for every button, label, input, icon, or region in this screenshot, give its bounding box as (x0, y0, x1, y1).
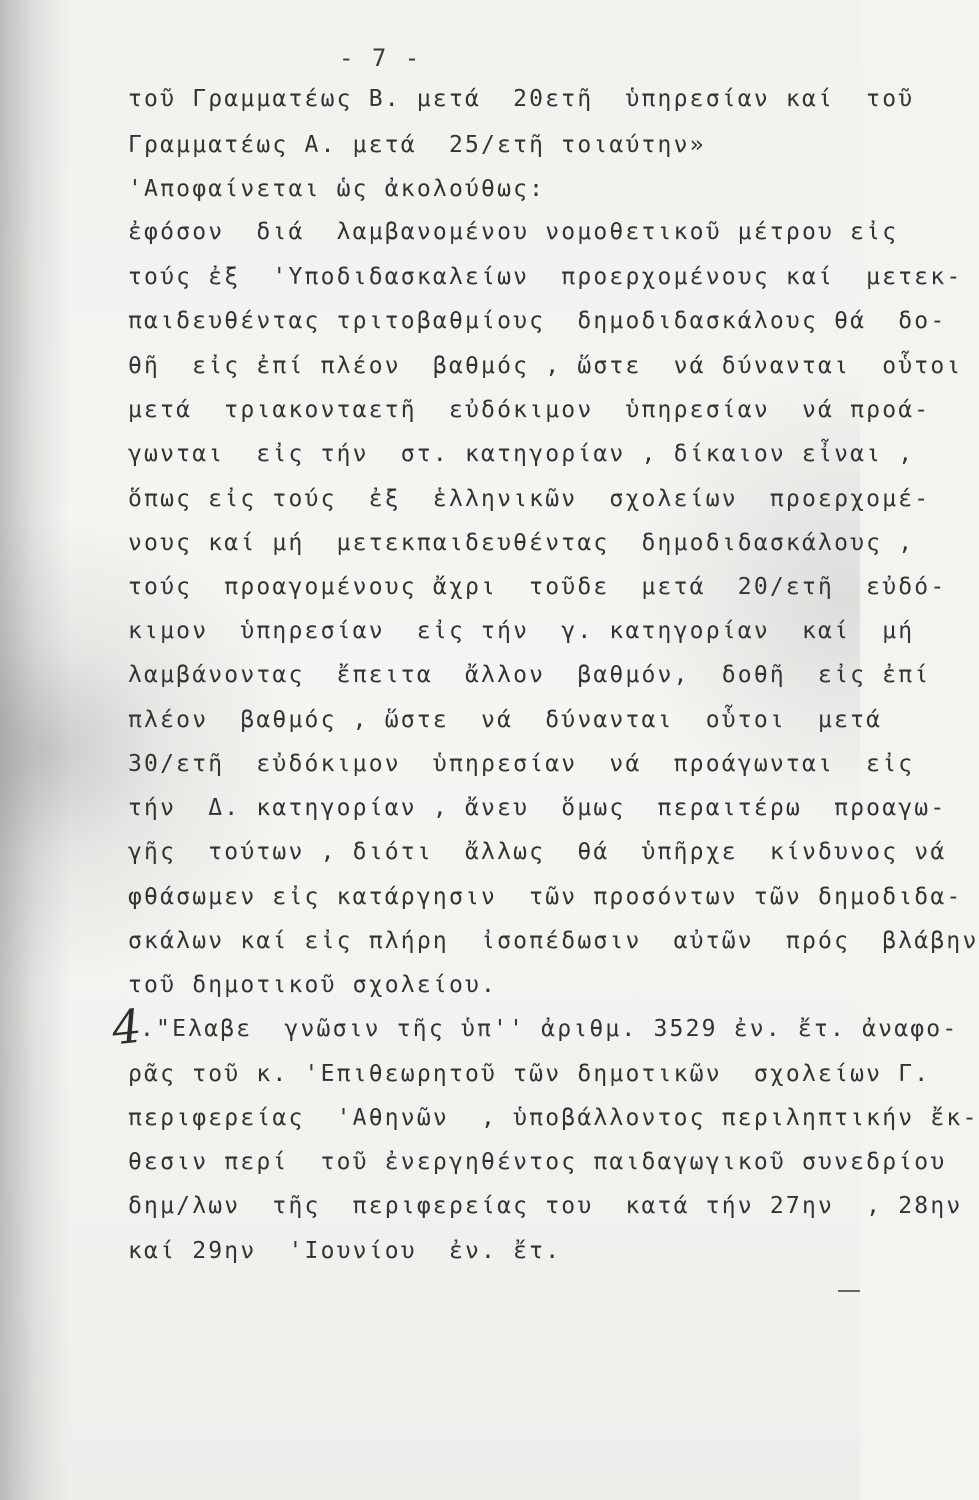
text-line: πλέον βαθμός , ὥστε νά δύνανται οὗτοι μετά (128, 707, 883, 733)
text-line: ."Ελαβε γνῶσιν τῆς ὑπ'' ἀριθμ. 3529 ἐν. ἔτ. ἀναφο- (140, 1016, 959, 1042)
text-line: λαμβάνοντας ἔπειτα ἄλλον βαθμόν, δοθῆ εἰς ἐπί (128, 662, 931, 688)
text-line: κιμον ὑπηρεσίαν εἰς τήν γ. κατηγορίαν καί μή (128, 618, 915, 644)
text-line: νους καί μή μετεκπαιδευθέντας δημοδιδασκάλους , (128, 530, 915, 556)
text-line: ὅπως εἰς τούς ἐξ ἑλληνικῶν σχολείων προερχομέ- (128, 486, 931, 512)
text-line: καί 29ην 'Ιουνίου ἐν. ἔτ. (128, 1238, 562, 1264)
text-line: Γραμματέως Α. μετά 25/ετῆ τοιαύτην» (128, 132, 706, 158)
text-line: σκάλων καί εἰς πλήρη ἰσοπέδωσιν αὐτῶν πρός βλάβην (128, 928, 979, 954)
text-line: γωνται εἰς τήν στ. κατηγορίαν , δίκαιον εἶναι , (128, 441, 915, 467)
text-line: τοῦ δημοτικοῦ σχολείου. (128, 972, 498, 998)
handwritten-paragraph-number: 4 (109, 998, 145, 1056)
scan-shadow (0, 0, 70, 1500)
text-line: τούς προαγομένους ἄχρι τοῦδε μετά 20/ετῆ εὐδό- (128, 574, 947, 600)
text-line: περιφερείας 'Αθηνῶν , ὑποβάλλοντος περιληπτικήν ἔκ- (128, 1105, 979, 1131)
text-line: μετά τριακονταετῆ εὐδόκιμον ὑπηρεσίαν νά προά- (128, 397, 931, 423)
text-line: ρᾶς τοῦ κ. 'Επιθεωρητοῦ τῶν δημοτικῶν σχολείων Γ. (128, 1061, 931, 1087)
text-line: 'Αποφαίνεται ὡς ἀκολούθως: (128, 176, 546, 202)
text-line: τήν Δ. κατηγορίαν , ἄνευ ὅμως περαιτέρω προαγω- (128, 795, 947, 821)
text-line: φθάσωμεν εἰς κατάργησιν τῶν προσόντων τῶν δημοδιδα- (128, 884, 963, 910)
text-line: τοῦ Γραμματέως Β. μετά 20ετῆ ὑπηρεσίαν καί τοῦ (128, 86, 915, 112)
text-line: 30/ετῆ εὐδόκιμον ὑπηρεσίαν νά προάγωνται εἰς (128, 751, 915, 777)
text-line: δημ/λων τῆς περιφερείας του κατά τήν 27ην , 28ην (128, 1193, 963, 1219)
text-line: παιδευθέντας τριτοβαθμίους δημοδιδασκάλους θά δο- (128, 308, 947, 334)
edge-mark (838, 1290, 860, 1292)
text-line: ἐφόσον διά λαμβανομένου νομοθετικοῦ μέτρου εἰς (128, 219, 899, 245)
text-line: γῆς τούτων , διότι ἄλλως θά ὑπῆρχε κίνδυνος νά (128, 839, 947, 865)
text-line: θεσιν περί τοῦ ἐνεργηθέντος παιδαγωγικοῦ συνεδρίου (128, 1149, 947, 1175)
text-line: τούς ἐξ 'Υποδιδασκαλείων προερχομένους καί μετεκ- (128, 264, 963, 290)
text-line: θῆ εἰς ἐπί πλέον βαθμός , ὥστε νά δύνανται οὗτοι (128, 353, 963, 379)
page-number: - 7 - (339, 44, 422, 72)
